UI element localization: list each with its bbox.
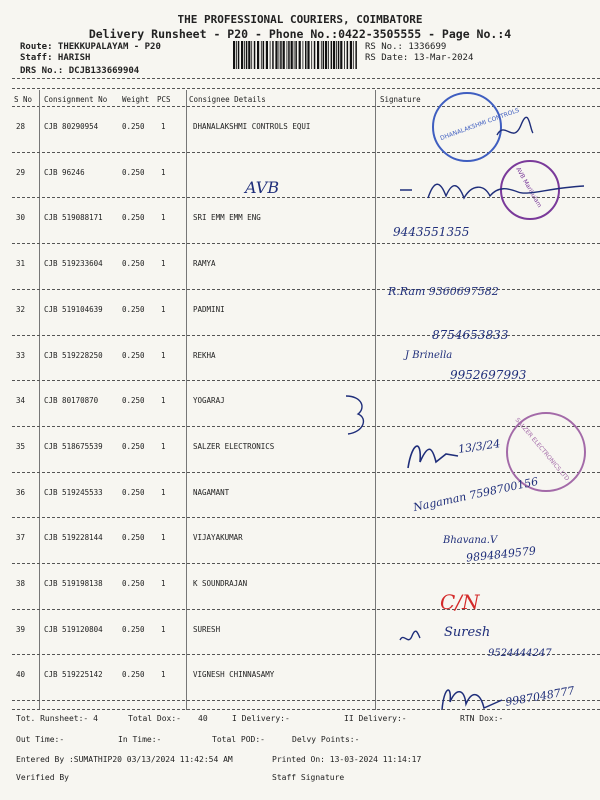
ii-delivery: II Delivery:- [344,714,407,723]
signature-scribble [402,432,462,472]
barcode-bar [338,41,340,69]
col-header-consignee: Consignee Details [189,95,266,104]
barcode-bar [291,41,293,69]
consignee-name: SRI EMM EMM ENG [193,213,261,223]
pcs: 1 [161,259,166,269]
barcode-bar [347,41,349,69]
consignee-name: SALZER ELECTRONICS [193,441,275,451]
col-header-weight: Weight [122,95,150,104]
serial-number: 34 [16,396,26,406]
barcode-bar [287,41,288,69]
weight: 0.250 [122,579,145,588]
divider [12,88,600,89]
serial-number: 29 [16,167,26,177]
col-header-consignment: Consignment No [44,95,108,104]
serial-number: 40 [16,670,26,680]
barcode-bar [307,41,309,69]
weight: 0.250 [122,304,145,314]
weight: 0.250 [122,396,145,406]
total-dox-value: 40 [198,714,208,723]
serial-number: 33 [16,350,26,360]
pcs: 1 [161,122,166,131]
consignee-name: VIJAYAKUMAR [193,533,243,543]
handwritten-phone: 8754653833 [432,328,509,342]
handwritten-date: 13/3/24 [457,437,502,456]
barcode-bar [350,41,352,69]
bracket-mark [342,392,374,438]
barcode-bar [295,41,297,69]
barcode-bar [251,41,252,69]
weight: 0.250 [122,259,145,269]
handwritten-cn-mark: C/N [440,590,480,614]
barcode [233,41,359,69]
consignee-name: VIGNESH CHINNASAMY [193,670,275,680]
serial-number: 30 [16,213,26,223]
total-dox-label: Total Dox:- [128,714,181,723]
pcs: 1 [161,624,166,634]
divider [12,709,600,710]
row-divider [12,243,600,244]
barcode-bar [321,41,322,69]
column-line [186,90,187,710]
printed-on: Printed On: 13-03-2024 11:14:17 [272,755,422,764]
consignment-number: CJB 519245533 [44,487,103,497]
verified-by: Verified By [16,773,69,782]
handwritten-note: AVB [245,178,280,197]
barcode-bar [355,41,357,69]
barcode-bar [328,41,329,69]
weight: 0.250 [122,350,145,360]
serial-number: 31 [16,259,26,269]
column-line [39,90,40,710]
barcode-bar [275,41,277,69]
document-title: THE PROFESSIONAL COURIERS, COIMBATORE [177,13,423,26]
serial-number: 37 [16,533,26,543]
consignment-number: CJB 518675539 [44,441,103,451]
pcs: 1 [161,487,166,497]
barcode-bar [280,41,282,69]
row-divider [12,426,600,427]
barcode-bar [270,41,271,69]
document-subtitle: Delivery Runsheet - P20 - Phone No.:0422-3505555 - Page No.:4 [88,27,512,41]
barcode-bar [279,41,280,69]
weight: 0.250 [122,670,145,680]
barcode-bar [317,41,319,69]
barcode-bar [353,41,354,69]
barcode-bar [246,41,248,69]
consignee-name: SURESH [193,624,221,634]
signature-scribble [398,178,588,206]
rtn-dox: RTN Dox:- [460,714,504,723]
barcode-bar [303,41,304,69]
serial-number: 32 [16,304,26,314]
barcode-bar [241,41,243,69]
barcode-bar [331,41,333,69]
divider [12,78,600,79]
barcode-bar [323,41,325,69]
consignment-number: CJB 519104639 [44,304,103,314]
weight: 0.250 [122,213,145,223]
drs-number: DRS No.: DCJB133669904 [20,66,140,76]
serial-number: 39 [16,624,26,634]
column-line [375,90,376,710]
handwritten-phone: 9894849579 [465,544,537,565]
barcode-bar [261,41,262,69]
weight: 0.250 [122,167,145,177]
handwritten-name: Bhavana.V [443,535,498,546]
barcode-bar [266,41,268,69]
barcode-bar [311,41,312,69]
consignment-number: CJB 519088171 [44,213,103,223]
consignment-number: CJB 519225142 [44,670,103,680]
row-divider [12,289,600,290]
handwritten-phone: R.Ram 9360697582 [388,285,499,298]
handwritten-phone: 9443551355 [393,225,470,239]
signature-scribble [436,680,506,716]
consignment-number: CJB 80290954 [44,122,99,131]
barcode-bar [244,41,245,69]
serial-number: 35 [16,441,26,451]
handwritten-phone: 9524444247 [488,648,552,659]
row-divider [12,609,600,610]
pcs: 1 [161,304,166,314]
handwritten-phone: Nagaman 7598700156 [412,474,540,515]
barcode-bar [238,41,240,69]
consignee-name: REKHA [193,350,216,360]
company-stamp: DHANALAKSHMI CONTROLS [432,92,502,162]
consignment-number: CJB 519233604 [44,259,103,269]
col-header-signature: Signature [380,95,421,104]
barcode-bar [299,41,301,69]
barcode-bar [333,41,335,69]
pcs: 1 [161,670,166,680]
barcode-bar [272,41,274,69]
row-divider [12,335,600,336]
consignee-name: RAMYA [193,259,216,269]
delvy-points: Delvy Points:- [292,735,360,744]
pcs: 1 [161,579,166,588]
pcs: 1 [161,533,166,543]
consignment-number: CJB 519228250 [44,350,103,360]
pcs: 1 [161,441,166,451]
company-stamp: SALZER ELECTRONICS LTD [506,412,586,492]
row-divider [12,517,600,518]
consignment-number: CJB 519228144 [44,533,103,543]
signature-scribble [398,628,422,648]
consignment-number: CJB 96246 [44,167,85,177]
weight: 0.250 [122,624,145,634]
pcs: 1 [161,167,166,177]
handwritten-phone: 9952697993 [450,368,527,382]
barcode-bar [325,41,327,69]
consignee-name: PADMINI [193,304,225,314]
rs-date: RS Date: 13-Mar-2024 [365,53,474,63]
barcode-bar [263,41,265,69]
total-pod: Total POD:- [212,735,265,744]
barcode-bar [288,41,290,69]
consignment-number: CJB 519198138 [44,579,103,588]
barcode-bar [344,41,345,69]
staff-signature: Staff Signature [272,773,345,782]
consignment-number: CJB 519120804 [44,624,103,634]
tot-runsheet: Tot. Runsheet:- 4 [16,714,98,723]
barcode-bar [236,41,237,69]
route: Route: THEKKUPALAYAM - P20 [20,42,161,52]
col-header-sno: S No [14,95,33,104]
company-stamp: AVB Marikulam [500,160,560,220]
barcode-bar [233,41,235,69]
weight: 0.250 [122,122,145,131]
barcode-bar [340,41,342,69]
entered-by: Entered By :SUMATHIP20 03/13/2024 11:42:54 AM [16,755,233,764]
in-time: In Time:- [118,735,162,744]
barcode-bar [305,41,307,69]
out-time: Out Time:- [16,735,65,744]
barcode-bar [248,41,250,69]
handwritten-name: J Brinella [405,350,453,361]
handwritten-phone: 9987048777 [504,684,576,709]
weight: 0.250 [122,487,145,497]
consignee-name: DHANALAKSHMI CONTROLS EQUI [193,122,311,131]
barcode-bar [254,41,256,69]
barcode-bar [257,41,259,69]
barcode-bar [314,41,316,69]
consignee-name: NAGAMANT [193,487,230,497]
serial-number: 36 [16,487,26,497]
barcode-bar [283,41,285,69]
serial-number: 38 [16,579,26,588]
i-delivery: I Delivery:- [232,714,290,723]
serial-number: 28 [16,122,26,131]
staff: Staff: HARISH [20,53,91,63]
row-divider [12,563,600,564]
row-divider [12,152,600,153]
col-header-pcs: PCS [157,95,171,104]
divider [12,106,600,107]
consignee-name: YOGARAJ [193,396,225,406]
pcs: 1 [161,396,166,406]
pcs: 1 [161,350,166,360]
consignee-name: K SOUNDRAJAN [193,579,248,588]
signature-scribble [495,115,535,145]
barcode-bar [294,41,295,69]
weight: 0.250 [122,533,145,543]
handwritten-name: Suresh [444,625,491,640]
pcs: 1 [161,213,166,223]
rs-number: RS No.: 1336699 [365,42,447,52]
barcode-bar [336,41,337,69]
consignment-number: CJB 80170870 [44,396,99,406]
weight: 0.250 [122,441,145,451]
